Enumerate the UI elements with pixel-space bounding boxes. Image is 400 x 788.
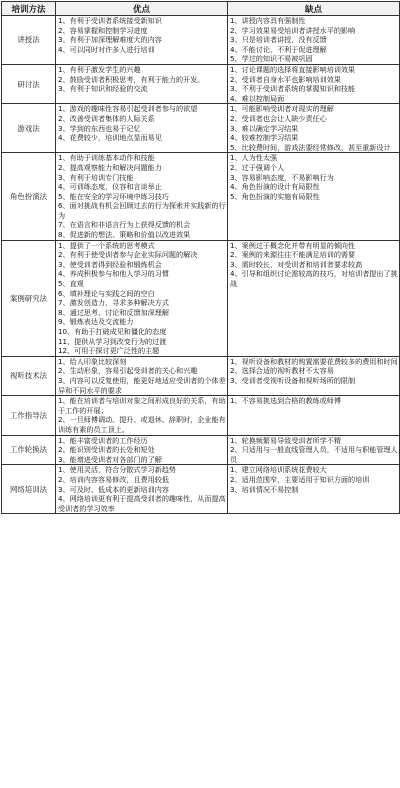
con-item: 2、受训者自身水平也影响培训效果 (230, 74, 341, 84)
cons-cell (228, 240, 400, 356)
method-name: 工作轮换法 (2, 435, 56, 465)
cons-cell (228, 435, 400, 465)
pro-item: 12、可用于探讨更广泛性的主题 (58, 346, 160, 356)
pro-item: 3、能增进受训者对各部门的了解 (58, 454, 162, 464)
pro-item: 2、改善受训者集体的人际关系 (58, 113, 155, 123)
pro-item: 4、网络培训更有利于提高受训者的趣味性，从而提高受训者的学习效率 (58, 494, 226, 513)
pro-item: 2、提高观察能力和解决问题能力 (58, 162, 162, 172)
con-item: 4、引导和组织讨论需较高的技巧，对培训者提出了挑战 (230, 269, 398, 289)
cons-cell (228, 356, 400, 395)
con-item: 1、可能影响受训者对现实的理解 (230, 104, 334, 114)
con-item: 5、学过的知识不易被巩固 (230, 54, 313, 64)
pro-item: 3、使受训者得到经验和锻炼机会 (58, 259, 162, 269)
pro-item: 4、花费较少，培训地点显而易见 (58, 133, 162, 143)
con-item: 3、受训者受视听设备和视听场所的限制 (230, 375, 356, 385)
con-item: 3、只是培训者讲授，没有反馈 (230, 35, 327, 45)
pro-item: 2、有利于使受训者参与企业实际问题的解决 (58, 250, 198, 260)
con-item: 4、较难控制学习结果 (230, 133, 299, 143)
pro-item: 4、可训练态度，仪容和言谈举止 (58, 182, 162, 192)
con-item: 2、适用范围窄，主要适用于知识方面的培训 (230, 474, 370, 484)
pros-cell (56, 153, 228, 240)
con-item: 2、只适用与一般直线管理人员，不适用与职能管理人员 (230, 445, 398, 464)
table-row (2, 356, 400, 395)
con-item: 1、视听设备和教材的购置需要花费较多的费用和时间 (230, 356, 398, 366)
pros-cell (56, 240, 228, 356)
table-row (2, 64, 400, 103)
pro-item: 1、能丰富受训者的工作经历 (58, 435, 148, 445)
con-item: 3、不利于受训者系统的掌握知识和技能 (230, 84, 356, 94)
table-row (2, 240, 400, 356)
header-cons: 缺点 (228, 2, 400, 16)
pro-item: 1、有助于训练基本动作和技能 (58, 153, 155, 163)
con-item: 4、角色扮演的设计有局限性 (230, 182, 320, 192)
con-item: 3、培训情况不易控制 (230, 484, 299, 494)
method-name: 网络培训法 (2, 465, 56, 514)
pro-item: 3、学到的东西也易于记忆 (58, 123, 141, 133)
cons-cell (228, 16, 400, 65)
method-name: 研讨法 (2, 64, 56, 103)
con-item: 4、难以控制局面 (230, 93, 285, 103)
pro-item: 2、培训内容容易修改，且费用较低 (58, 474, 169, 484)
cons-cell (228, 64, 400, 103)
training-methods-table (1, 1, 400, 514)
pro-item: 5、直观 (58, 279, 84, 289)
pro-item: 8、促进新的想法、策略和价值以改进效果 (58, 230, 191, 240)
pro-item: 1、游戏的趣味性容易引起受训者参与的欲望 (58, 104, 198, 114)
pro-item: 11、提供从学习到改变行为的过渡 (58, 336, 167, 346)
con-item: 1、讲授内容具有强制性 (230, 16, 306, 25)
pro-item: 1、使用灵活，符合分散式学习新趋势 (58, 465, 177, 475)
pro-item: 7、激发创造力，寻求多种解决方式 (58, 298, 169, 308)
con-item: 1、建立网络培训系统花费较大 (230, 465, 327, 475)
con-item: 5、比较费时间，游戏法要经常修改，甚至重新设计 (230, 142, 391, 152)
con-item: 1、讨论课题的选择将直接影响培训效果 (230, 64, 356, 74)
method-name: 游戏法 (2, 104, 56, 153)
cons-cell (228, 153, 400, 240)
pros-cell (56, 104, 228, 153)
pro-item: 9、锻炼表达及交流能力 (58, 317, 134, 327)
method-name: 角色扮演法 (2, 153, 56, 240)
pro-item: 3、内容可以反复使用，能更好地适应受训者的个体差异和不同水平的要求 (58, 375, 226, 395)
pro-item: 6、面对挑战有机会回顾过去的行为探索并实践新的行为 (58, 201, 226, 220)
pro-item: 2、生动形象，容易引起受训者的关心和兴趣 (58, 366, 198, 376)
pro-item: 3、有利于培训专门技能 (58, 172, 134, 182)
pro-item: 1、给人印象比较深刻 (58, 356, 127, 366)
method-name: 讲授法 (2, 16, 56, 65)
pro-item: 10、有助于打破成见和僵化的态度 (58, 327, 167, 336)
con-item: 1、不容易挑选到合格的教练或师傅 (230, 396, 341, 406)
con-item: 5、角色扮演的实施有局限性 (230, 191, 320, 201)
header-pros: 优点 (56, 2, 228, 16)
pro-item: 8、通过思考、讨论和反馈加深理解 (58, 307, 169, 317)
con-item: 2、受训者也会让人缺少责任心 (230, 113, 327, 123)
pro-item: 1、有利于受训者系统接受新知识 (58, 16, 162, 25)
pros-cell (56, 396, 228, 435)
cons-cell (228, 465, 400, 514)
method-name: 案例研究法 (2, 240, 56, 356)
con-item: 2、选择合适的视听教材不太容易 (230, 366, 334, 376)
pro-item: 3、可及时、低成本的更新培训内容 (58, 484, 169, 494)
con-item: 3、需时较长，对受训者和培训者要求较高 (230, 259, 363, 269)
pros-cell (56, 16, 228, 65)
con-item: 4、不能讨论，不利于促进理解 (230, 44, 327, 54)
pro-item: 5、能在安全的学习环境中练习技巧 (58, 191, 169, 201)
pro-item: 4、可以同时对许多人进行培训 (58, 44, 155, 54)
con-item: 1、人为性太强 (230, 153, 278, 163)
header-method: 培训方法 (2, 2, 56, 16)
pro-item: 4、养成积极参与和他人学习的习惯 (58, 269, 169, 279)
con-item: 3、难以确定学习结果 (230, 123, 299, 133)
con-item: 2、学习效果易受培训者讲授水平的影响 (230, 25, 356, 35)
table-row (2, 16, 400, 65)
pro-item: 2、鼓励受训者积极思考，有利于能力的开发。 (58, 74, 205, 84)
pro-item: 2、容易掌握和控制学习进度 (58, 25, 148, 35)
method-name: 工作指导法 (2, 396, 56, 435)
con-item: 3、容易影响态度，不易影响行为 (230, 172, 334, 182)
con-item: 2、过于强调个人 (230, 162, 285, 172)
pros-cell (56, 465, 228, 514)
pro-item: 1、能在培训者与培训对象之间形成良好的关系，有助于工作的开展； (58, 396, 226, 415)
pros-cell (56, 435, 228, 465)
pro-item: 2、能识别受训者的长处和短处 (58, 445, 155, 455)
pro-item: 3、有利于加深理解难度大的内容 (58, 35, 162, 45)
pros-cell (56, 64, 228, 103)
con-item: 1、轮换频繁易导致受训者所学不精 (230, 435, 341, 445)
cons-cell (228, 396, 400, 435)
table-row (2, 153, 400, 240)
pros-cell (56, 356, 228, 395)
table-row (2, 396, 400, 435)
method-name: 视听技术法 (2, 356, 56, 395)
header-row (2, 2, 400, 16)
pro-item: 3、有利于知识和经验的交流 (58, 84, 148, 94)
con-item: 2、案例的来源往往不能满足培训的需要 (230, 250, 356, 260)
pro-item: 1、有利于激发学生的兴趣 (58, 64, 141, 74)
table-body (2, 16, 400, 514)
pro-item: 2、一旦师傅调动、提升、或退休、辞职时，企业能有训练有素的员工顶上。 (58, 415, 226, 434)
pro-item: 1、提供了一个系统的思考模式 (58, 240, 155, 250)
pro-item: 7、在语言和非语言行为上获得反馈的机会 (58, 220, 191, 230)
table-row (2, 465, 400, 514)
table-row (2, 104, 400, 153)
cons-cell (228, 104, 400, 153)
table-row (2, 435, 400, 465)
con-item: 1、案例过于概念化并带有明显的倾向性 (230, 240, 356, 250)
pro-item: 6、填补理论与实践之间的空白 (58, 288, 155, 298)
